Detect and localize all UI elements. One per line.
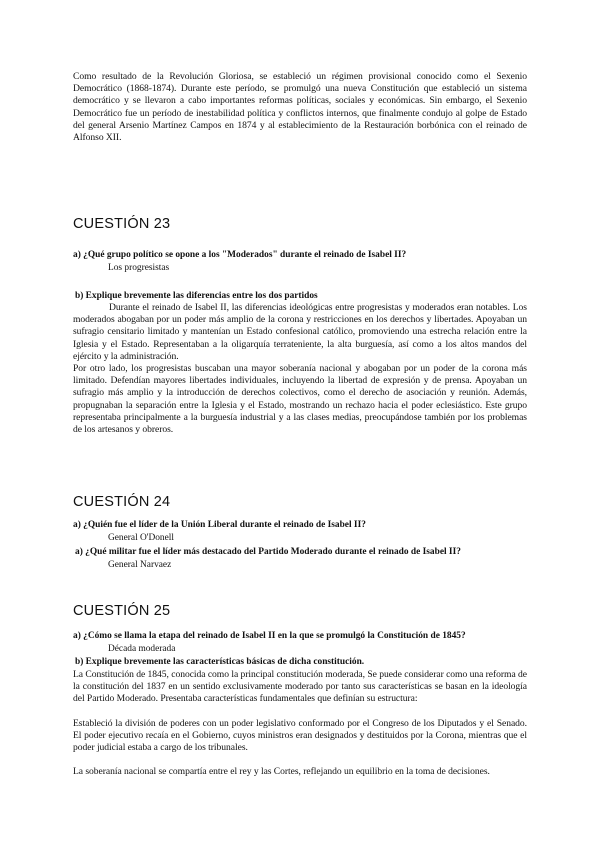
q23-b-question: b) Explique brevemente las diferencias entre los dos partidos	[75, 291, 318, 301]
q23-a-answer: Los progresistas	[108, 263, 170, 273]
q24-b-answer: General Narvaez	[108, 560, 172, 570]
q24-b-question: a) ¿Qué militar fue el líder más destacado del Partido Moderado durante el reinado de Isabel II?	[75, 547, 461, 557]
q23-b-body	[73, 302, 527, 436]
q24-a-question: a) ¿Quién fue el líder de la Unión Liberal durante el reinado de Isabel II?	[73, 520, 366, 530]
q24-a-answer: General O'Donell	[108, 533, 174, 543]
q25-b-paragraph-3: La soberanía nacional se compartía entre el rey y las Cortes, reflejando un equilibrio en la toma de decisiones.	[73, 766, 490, 778]
q23-heading: CUESTIÓN 23	[73, 216, 171, 232]
intro-section	[73, 71, 527, 144]
q25-b-paragraph-2: Estableció la división de poderes con un poder legislativo conformado por el Congreso de los Diputados y el Senado. El poder ejecutivo recaía en el Gobierno, cuyos ministros eran designados y destituidos por la Corona, mientras que el poder judicial estaba a cargo de los tribunales.	[73, 717, 527, 754]
q23-b-paragraph-1: Durante el reinado de Isabel II, las diferencias ideológicas entre progresistas y moderados eran notables. Los moderados abogaban por un poder más amplio de la corona y restricciones en los derechos y libertades. Apoyaban un sufragio censitario limitado y mantenían un Estado confesional católico, promoviendo una estrecha relación entre la Iglesia y el Estado. Representaban a la oligarquía terrateniente, la alta burguesía, así como a los altos mandos del ejército y la administración.	[73, 302, 527, 362]
intro-paragraph: Como resultado de la Revolución Gloriosa, se estableció un régimen provisional conocido como el Sexenio Democrático (1868-1874). Durante este período, se promulgó una nueva Constitución que estableció un sistema democrático y se llevaron a cabo importantes reformas políticas, sociales y económicas. Sin embargo, el Sexenio Democrático fue un período de inestabilidad política y conflictos internos, que finalmente condujo al golpe de Estado del general Arsenio Martínez Campos en 1874 y al establecimiento de la Restauración borbónica con el reinado de Alfonso XII.	[73, 71, 527, 144]
q25-heading: CUESTIÓN 25	[73, 603, 171, 619]
q25-a-answer: Década moderada	[108, 644, 176, 654]
q23-b-paragraph-2: Por otro lado, los progresistas buscaban una mayor soberanía nacional y abogaban por un poder de la corona más limitado. Defendían mayores libertades individuales, incluyendo la libertad de expresión y de prensa. Apoyaban un sufragio más amplio y la introducción de derechos colectivos, como el derecho de asociación y reunión. Además, propugnaban la separación entre la Iglesia y el Estado, mostrando un rechazo hacia el poder eclesiástico. Este grupo representaba principalmente a la burguesía industrial y a las clases medias, preocupándose también por los problemas de los artesanos y obreros.	[73, 363, 527, 436]
q24-heading: CUESTIÓN 24	[73, 494, 171, 510]
q25-a-question: a) ¿Cómo se llama la etapa del reinado de Isabel II en la que se promulgó la Constitución de 1845?	[73, 631, 466, 641]
q23-a-question: a) ¿Qué grupo político se opone a los "Moderados" durante el reinado de Isabel II?	[73, 250, 407, 260]
q25-b-question: b) Explique brevemente las características básicas de dicha constitución.	[75, 657, 365, 667]
q25-b-paragraph-1: La Constitución de 1845, conocida como la principal constitución moderada, Se puede considerar como una reforma de la constitución del 1837 en un sentido exclusivamente moderado por tanto sus características se basan en la ideología del Partido Moderado. Presentaba características fundamentales que definían su estructura:	[73, 669, 527, 705]
q25-b-body	[73, 669, 527, 778]
